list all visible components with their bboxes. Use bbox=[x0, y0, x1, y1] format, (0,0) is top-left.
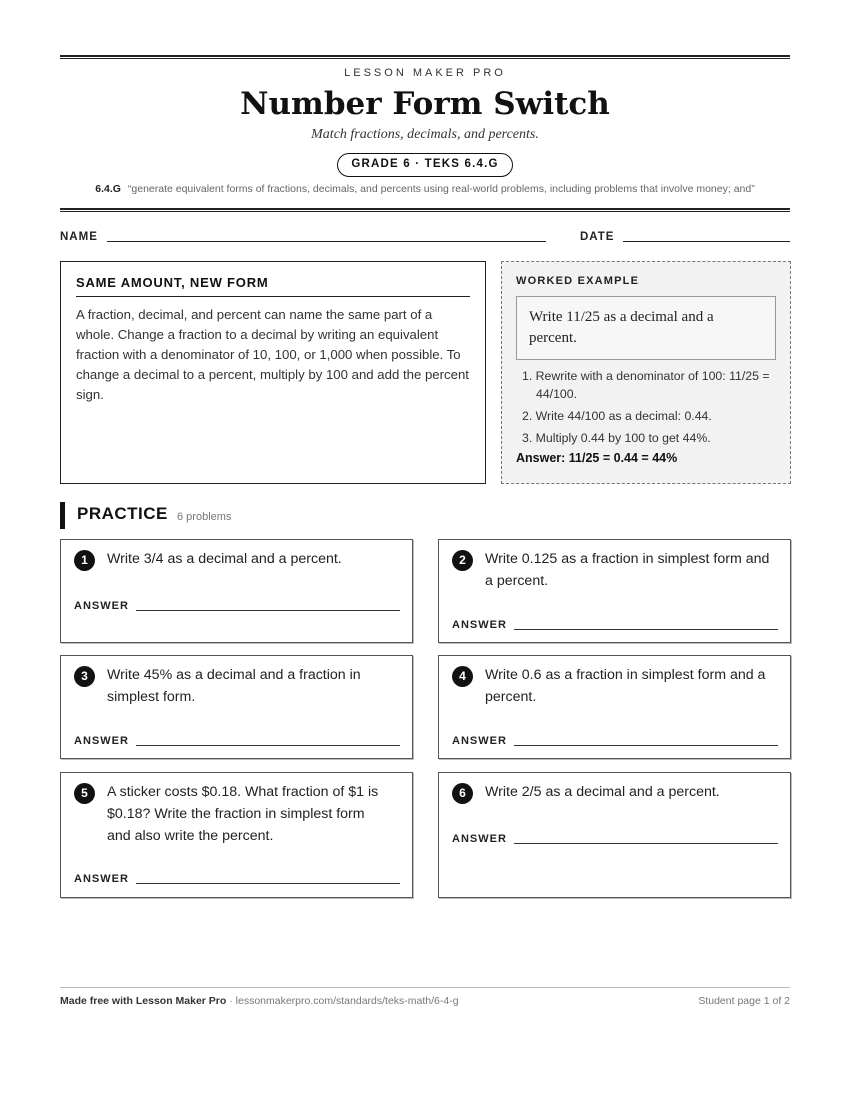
page-subtitle: Match fractions, decimals, and percents. bbox=[311, 127, 539, 142]
problem-card-5 bbox=[60, 772, 413, 898]
problem-text: Write 3/4 as a decimal and a percent. bbox=[107, 551, 342, 567]
worked-example-step: 2. Write 44/100 as a decimal: 0.44. bbox=[522, 409, 712, 423]
date-label: DATE bbox=[580, 231, 615, 243]
date-field[interactable] bbox=[623, 241, 790, 242]
worked-example-step: 3. Multiply 0.44 by 100 to get 44%. bbox=[522, 431, 711, 445]
problem-number-badge: 4 bbox=[452, 666, 473, 687]
top-double-rule bbox=[60, 55, 790, 59]
answer-field-6[interactable] bbox=[514, 843, 778, 844]
worked-example-steps bbox=[516, 367, 776, 447]
grade-badge: GRADE 6 · TEKS 6.4.G bbox=[337, 153, 513, 177]
problem-number-badge: 5 bbox=[74, 783, 95, 804]
problem-number-badge: 2 bbox=[452, 550, 473, 571]
practice-count: 6 problems bbox=[177, 511, 232, 523]
header-bottom-double-rule bbox=[60, 208, 790, 212]
standard-line bbox=[60, 183, 790, 195]
footer-page-number: Student page 1 of 2 bbox=[698, 995, 790, 1007]
answer-field-1[interactable] bbox=[136, 610, 400, 611]
footer-rule bbox=[60, 987, 790, 988]
problem-card-1 bbox=[60, 539, 413, 643]
standard-code: 6.4.G bbox=[95, 183, 121, 195]
answer-label: ANSWER bbox=[452, 735, 507, 747]
answer-field-4[interactable] bbox=[514, 745, 778, 746]
worked-example-step: 1. Rewrite with a denominator of 100: 11/25 = 44/100. bbox=[522, 369, 770, 401]
answer-label: ANSWER bbox=[74, 873, 129, 885]
problem-number-badge: 1 bbox=[74, 550, 95, 571]
worked-example-answer: Answer: 11/25 = 0.44 = 44% bbox=[516, 451, 678, 465]
problem-card-6 bbox=[438, 772, 791, 898]
answer-field-2[interactable] bbox=[514, 629, 778, 630]
standard-text: “generate equivalent forms of fractions, decimals, and percents using real-world problems, including problems that involve money; and” bbox=[127, 183, 755, 195]
problem-text: A sticker costs $0.18. What fraction of $1 is $0.18? Write the fraction in simplest form and also write the percent. bbox=[107, 784, 379, 844]
concept-heading: SAME AMOUNT, NEW FORM bbox=[76, 275, 470, 297]
problem-card-4 bbox=[438, 655, 791, 759]
concept-text: A fraction, decimal, and percent can name the same part of a whole. Change a fraction to a decimal by writing an equivalent fraction with a denominator of 10, 100, or 1,000 when possible. To change a decimal to a percent, multiply by 100 and add the percent sign. bbox=[76, 307, 469, 402]
problem-card-2 bbox=[438, 539, 791, 643]
footer-made-with: Made free with Lesson Maker Pro bbox=[60, 995, 227, 1007]
problem-number-badge: 6 bbox=[452, 783, 473, 804]
problem-text: Write 0.125 as a fraction in simplest form and a percent. bbox=[485, 551, 770, 589]
answer-field-5[interactable] bbox=[136, 883, 400, 884]
problem-text: Write 45% as a decimal and a fraction in simplest form. bbox=[107, 667, 361, 705]
worksheet-page bbox=[60, 0, 790, 1100]
page-title: Number Form Switch bbox=[240, 86, 610, 122]
footer-url-link[interactable]: · lessonmakerpro.com/standards/teks-math/6-4-g bbox=[229, 995, 459, 1007]
practice-accent-bar bbox=[60, 502, 65, 529]
concept-box bbox=[60, 261, 486, 484]
problem-card-3 bbox=[60, 655, 413, 759]
brand-name: LESSON MAKER PRO bbox=[344, 67, 506, 79]
problem-number-badge: 3 bbox=[74, 666, 95, 687]
footer-credit bbox=[60, 995, 459, 1007]
problem-text: Write 0.6 as a fraction in simplest form and a percent. bbox=[485, 667, 766, 705]
answer-label: ANSWER bbox=[452, 833, 507, 845]
worked-example-prompt: Write 11/25 as a decimal and a percent. bbox=[516, 296, 776, 360]
answer-label: ANSWER bbox=[74, 735, 129, 747]
answer-field-3[interactable] bbox=[136, 745, 400, 746]
problem-text: Write 2/5 as a decimal and a percent. bbox=[485, 784, 720, 800]
worked-example-box bbox=[501, 261, 791, 484]
name-label: NAME bbox=[60, 231, 98, 243]
practice-heading: PRACTICE bbox=[77, 504, 168, 523]
name-field[interactable] bbox=[107, 241, 546, 242]
worked-example-heading: WORKED EXAMPLE bbox=[516, 275, 640, 287]
answer-label: ANSWER bbox=[452, 619, 507, 631]
answer-label: ANSWER bbox=[74, 600, 129, 612]
